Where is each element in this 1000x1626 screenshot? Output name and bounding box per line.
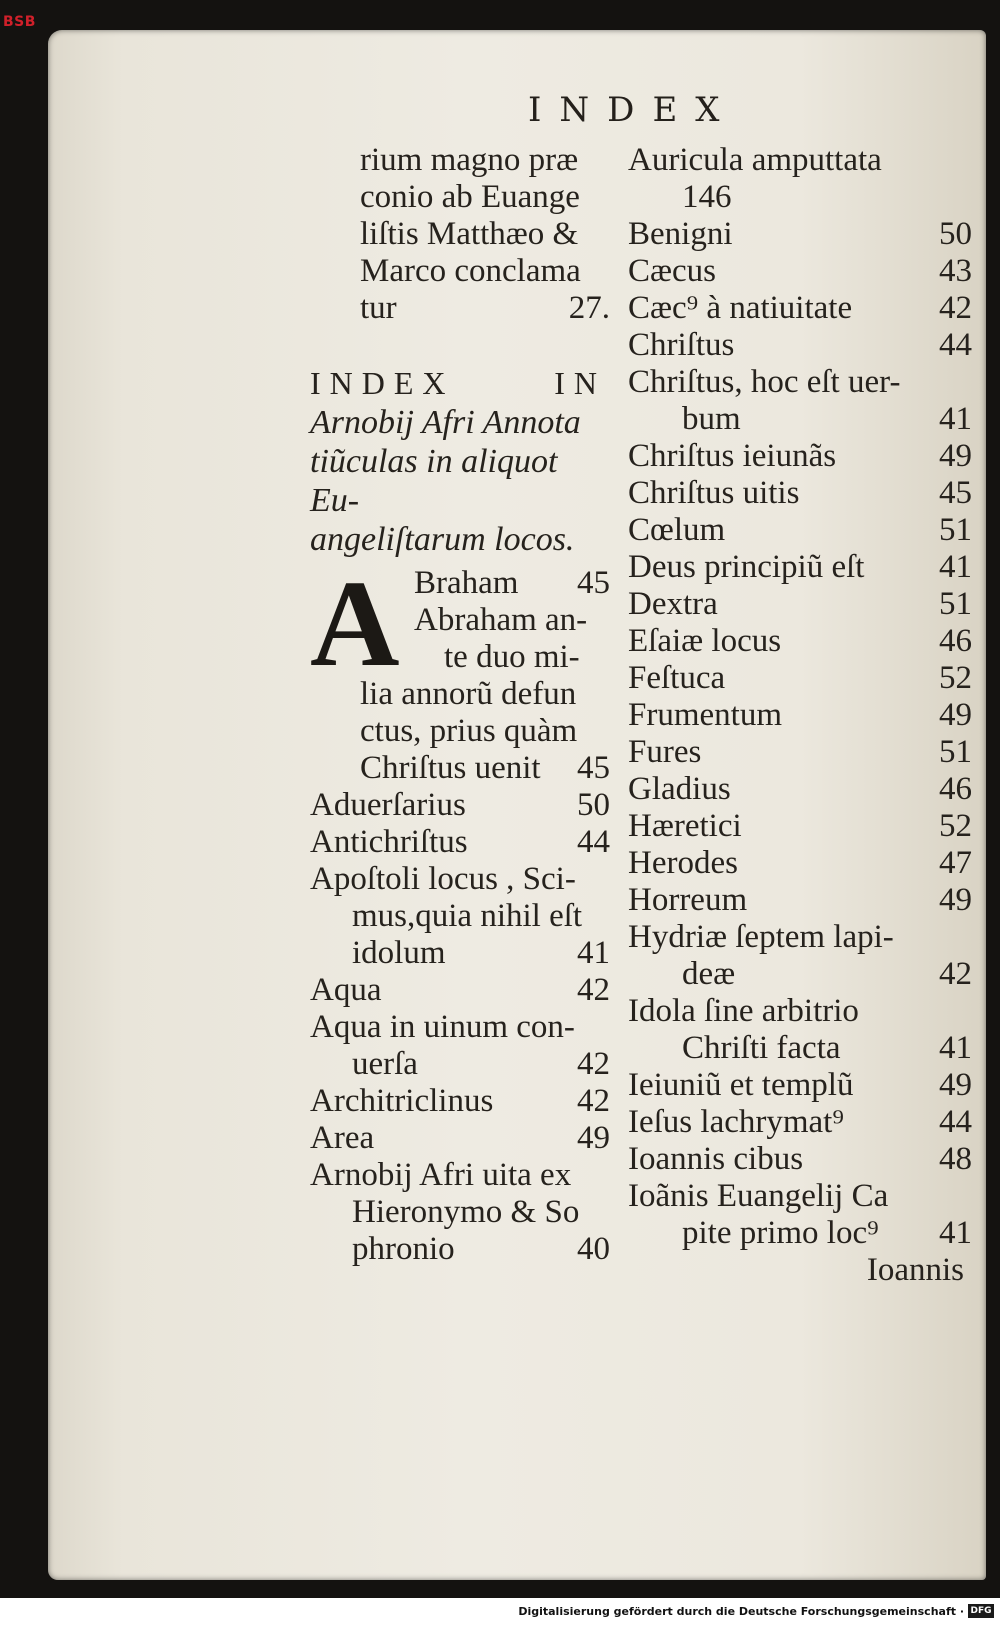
entry-text: Hydriæ ſeptem lapi- — [628, 919, 894, 955]
index-entry — [628, 253, 972, 290]
entry-text: Architriclinus — [310, 1083, 494, 1119]
entry-text: Braham — [414, 565, 519, 601]
entry-text: Chriſtus uenit — [360, 750, 541, 786]
page-number: 41 — [939, 549, 972, 585]
index-entry — [628, 808, 972, 845]
index-line — [310, 750, 610, 787]
page-number: 48 — [939, 1141, 972, 1177]
index-entry — [628, 549, 972, 586]
page-number: 41 — [939, 401, 972, 437]
index-entry — [310, 787, 610, 824]
entry-text: Deus principiũ eſt — [628, 549, 865, 585]
index-entry — [310, 861, 610, 898]
index-entry — [310, 1009, 610, 1046]
index-entry — [628, 1141, 972, 1178]
entry-continuation — [628, 1215, 972, 1252]
left-entry-list — [310, 787, 610, 1268]
page-number: 51 — [939, 586, 972, 622]
entry-text: deæ — [682, 956, 736, 992]
entry-text: uerſa — [352, 1046, 418, 1082]
entry-text: ctus, prius quàm — [360, 713, 578, 749]
dfg-logo: DFG — [968, 1604, 994, 1618]
page-number: 42 — [577, 1046, 610, 1082]
page-number: 43 — [939, 253, 972, 289]
entry-text: Aduerſarius — [310, 787, 466, 823]
entry-text: Hæretici — [628, 808, 742, 844]
page-number: 45 — [577, 750, 610, 786]
index-entry — [628, 216, 972, 253]
index-entry — [628, 845, 972, 882]
entry-text: te duo mi- — [444, 639, 580, 675]
index-line: rium magno præ — [360, 142, 579, 178]
page-number: 45 — [939, 475, 972, 511]
entry-text: Eſaiæ locus — [628, 623, 782, 659]
entry-text: Abraham an- — [414, 602, 588, 638]
entry-text: Chriſtus — [628, 327, 735, 363]
running-head: INDEX — [528, 90, 738, 130]
page-number: 49 — [939, 882, 972, 918]
right-entry-list — [628, 142, 972, 1252]
dropcap-letter: A — [310, 555, 400, 692]
entry-text: Ioannis cibus — [628, 1141, 804, 1177]
page-number: 42 — [577, 972, 610, 1008]
page-number: 42 — [939, 956, 972, 992]
index-line — [310, 713, 610, 750]
index-entry — [628, 734, 972, 771]
entry-text: Aqua in uinum con- — [310, 1009, 575, 1045]
library-stamp: BSB — [3, 14, 36, 30]
entry-text: 146 — [682, 179, 732, 215]
entry-text: phronio — [352, 1231, 455, 1267]
page-number: 50 — [939, 216, 972, 252]
entry-continuation — [628, 179, 972, 216]
index-entry — [628, 142, 972, 179]
page-number: 47 — [939, 845, 972, 881]
entry-text: idolum — [352, 935, 446, 971]
index-entry — [628, 1067, 972, 1104]
entry-text: Chriſtus ieiunãs — [628, 438, 837, 474]
page-number: 40 — [577, 1231, 610, 1267]
entry-continuation — [310, 1231, 610, 1268]
entry-text: Chriſtus uitis — [628, 475, 800, 511]
index-entry — [628, 475, 972, 512]
section-title — [310, 363, 610, 403]
entry-text: Auricula amputtata — [628, 142, 882, 178]
entry-text: Ieiuniũ et templũ — [628, 1067, 854, 1103]
entry-text: Antichriſtus — [310, 824, 468, 860]
page-number: 44 — [577, 824, 610, 860]
index-entry — [628, 586, 972, 623]
entry-text: Chriſti facta — [682, 1030, 841, 1066]
entry-text: Cæc⁹ à natiuitate — [628, 290, 853, 326]
page-number: 27. — [568, 290, 610, 326]
entry-text: Fures — [628, 734, 702, 770]
entry-text: Arnobij Afri uita ex — [310, 1157, 572, 1193]
page-number: 45 — [577, 565, 610, 601]
entry-text: Area — [310, 1120, 375, 1156]
index-entry — [628, 623, 972, 660]
index-entry — [310, 1120, 610, 1157]
entry-text: Cœlum — [628, 512, 726, 548]
page-number: 52 — [939, 660, 972, 696]
page-number: 46 — [939, 623, 972, 659]
entry-text: Apoſtoli locus , Sci- — [310, 861, 576, 897]
page-number: 42 — [577, 1083, 610, 1119]
index-entry — [628, 882, 972, 919]
entry-text: Aqua — [310, 972, 382, 1008]
index-line — [310, 290, 610, 327]
index-entry — [310, 1083, 610, 1120]
entry-text: Chriſtus, hoc eſt uer- — [628, 364, 901, 400]
index-entry — [628, 993, 972, 1030]
page-number: 41 — [939, 1030, 972, 1066]
entry-text: Dextra — [628, 586, 718, 622]
footer-bar — [0, 1600, 1000, 1626]
catchword: Ioannis — [866, 1252, 964, 1288]
entry-continuation — [628, 956, 972, 993]
footer-credit: Digitalisierung gefördert durch die Deutsche Forschungsgemeinschaft · — [518, 1605, 964, 1618]
entry-text: Benigni — [628, 216, 733, 252]
section-title-word: INDEX — [310, 365, 455, 401]
page-number: 44 — [939, 1104, 972, 1140]
index-entry — [628, 771, 972, 808]
index-line: Marco conclama — [360, 253, 581, 289]
entry-text: Horreum — [628, 882, 748, 918]
right-column — [628, 142, 972, 1289]
index-entry — [628, 290, 972, 327]
entry-continuation — [628, 401, 972, 438]
entry-continuation — [310, 935, 610, 972]
entry-text: Feſtuca — [628, 660, 726, 696]
entry-text: Ieſus lachrymat⁹ — [628, 1104, 844, 1140]
page-number: 41 — [577, 935, 610, 971]
index-entry — [310, 972, 610, 1009]
left-column — [310, 142, 610, 1268]
index-entry — [628, 438, 972, 475]
book-page — [48, 30, 986, 1580]
page-number: 42 — [939, 290, 972, 326]
index-entry — [628, 1104, 972, 1141]
entry-text: Cæcus — [628, 253, 717, 289]
section-title-word: IN — [554, 365, 606, 401]
entry-text: Idola ſine arbitrio — [628, 993, 859, 1029]
page-number: 41 — [939, 1215, 972, 1251]
page-number: 49 — [939, 438, 972, 474]
entry-continuation: mus,quia nihil eſt — [352, 898, 583, 934]
index-entry — [628, 660, 972, 697]
page-number: 49 — [939, 1067, 972, 1103]
page-number: 46 — [939, 771, 972, 807]
page-number: 51 — [939, 512, 972, 548]
entry-text: Herodes — [628, 845, 738, 881]
entry-text: Gladius — [628, 771, 731, 807]
index-entry — [310, 1157, 610, 1194]
section-subtitle-line: tiũculas in aliquot Eu- — [310, 443, 558, 519]
entry-text: bum — [682, 401, 741, 437]
section-subtitle-line: Arnobij Afri Annota — [310, 404, 581, 441]
index-entry — [628, 1178, 972, 1215]
index-entry — [628, 697, 972, 734]
entry-continuation: Hieronymo & So — [352, 1194, 580, 1230]
section-subtitle-line: angeliſtarum locos. — [310, 521, 575, 558]
entry-text: lia annorũ defun — [360, 676, 577, 712]
index-entry — [310, 824, 610, 861]
page-number: 49 — [939, 697, 972, 733]
entry-text: tur — [360, 290, 397, 326]
index-line: conio ab Euange — [360, 179, 580, 215]
dropcap-entry — [310, 555, 610, 787]
page-number: 52 — [939, 808, 972, 844]
index-entry — [628, 919, 972, 956]
page-number: 44 — [939, 327, 972, 363]
entry-continuation — [310, 1046, 610, 1083]
entry-continuation — [628, 1030, 972, 1067]
index-entry — [628, 512, 972, 549]
index-line: liſtis Matthæo & — [360, 216, 579, 252]
page-number: 49 — [577, 1120, 610, 1156]
entry-text: Frumentum — [628, 697, 782, 733]
index-entry — [628, 327, 972, 364]
page-number: 51 — [939, 734, 972, 770]
entry-text: Ioãnis Euangelij Ca — [628, 1178, 889, 1214]
entry-text: pite primo loc⁹ — [682, 1215, 879, 1251]
index-entry — [628, 364, 972, 401]
page-number: 50 — [577, 787, 610, 823]
